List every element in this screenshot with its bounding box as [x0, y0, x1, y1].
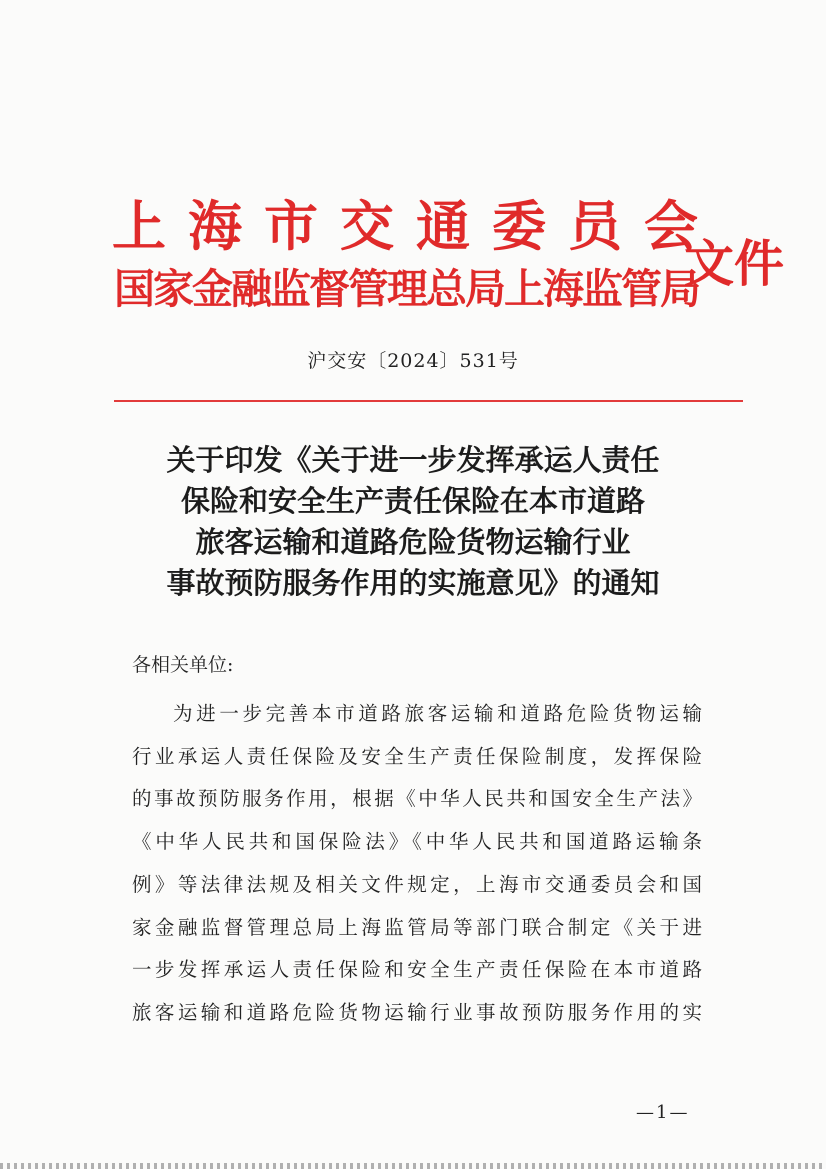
- document-number: 沪交安〔2024〕531号: [307, 350, 519, 372]
- document-title: [0, 440, 826, 604]
- title-line: 旅客运输和道路危险货物运输行业: [195, 525, 631, 559]
- title-line: 事故预防服务作用的实施意见》的通知: [166, 566, 660, 600]
- page-number: —1—: [636, 1102, 690, 1123]
- body-text: [132, 693, 702, 1035]
- body-line: 的事故预防服务作用，根据《中华人民共和国安全生产法》: [132, 787, 702, 811]
- red-divider: [114, 400, 743, 402]
- title-line: 保险和安全生产责任保险在本市道路: [180, 484, 645, 518]
- body-line: 例》等法律法规及相关文件规定，上海市交通委员会和国: [132, 872, 702, 896]
- scan-edge: [0, 1163, 826, 1169]
- document-type-word: 文件: [684, 235, 784, 293]
- body-line: 一步发挥承运人责任保险和安全生产责任保险在本市道路: [132, 958, 702, 982]
- issuer-line-2: 国家金融监督管理总局上海监管局: [114, 265, 699, 313]
- salutation: 各相关单位:: [132, 654, 234, 676]
- body-line: 旅客运输和道路危险货物运输行业事故预防服务作用的实: [132, 1000, 702, 1024]
- body-line: 为进一步完善本市道路旅客运输和道路危险货物运输: [173, 702, 702, 725]
- body-line: 家金融监督管理总局上海监管局等部门联合制定《关于进: [132, 915, 702, 939]
- body-line: 《中华人民共和国保险法》《中华人民共和国道路运输条: [132, 830, 702, 854]
- title-line: 关于印发《关于进一步发挥承运人责任: [166, 443, 660, 477]
- body-line: 行业承运人责任保险及安全生产责任保险制度，发挥保险: [132, 744, 702, 768]
- issuer-line-1: 上海市交通委员会: [112, 195, 720, 258]
